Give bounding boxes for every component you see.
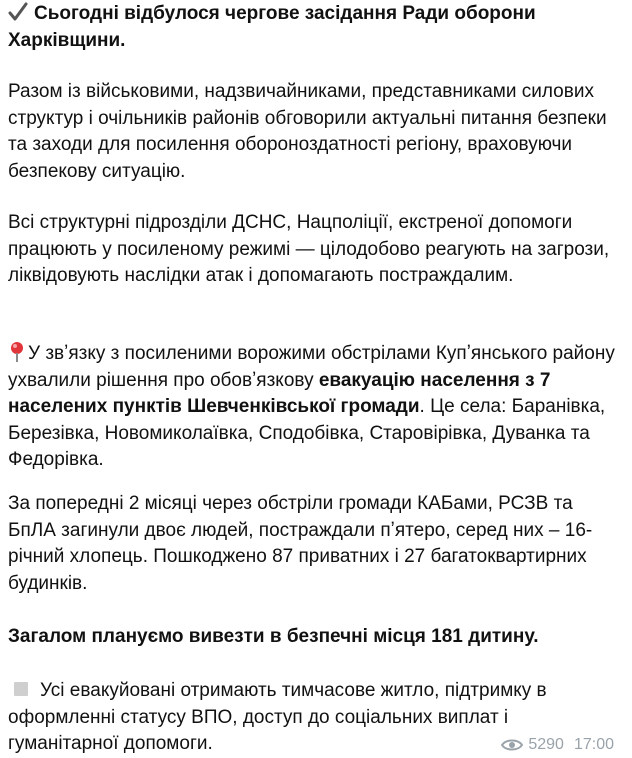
check-mark-icon bbox=[8, 2, 28, 22]
paragraph-children: Загалом плануємо вивезти в безпечні місця 181 дитину. bbox=[8, 626, 539, 647]
paragraph-services: Всі структурні підрозділи ДСНС, Нацполіції, екстреної допомоги працюють у посиленому режимі — цілодобово реагують на загрози, ліквідовують наслідки атак і допомагають постраждалим. bbox=[8, 212, 610, 287]
round-pushpin-icon bbox=[8, 341, 26, 363]
paragraph-casualties: За попередні 2 місяці через обстріли громади КАБами, РСЗВ та БпЛА загинули двоє людей, постраждали пʼятеро, серед них – 16-річний хлопець. Пошкоджено 87 приватних і 27 багатоквартирних будинків. bbox=[8, 493, 593, 594]
white-square-icon bbox=[14, 682, 28, 696]
post-heading-text: Сьогодні відбулося чергове засідання Ради оборони Харківщини. bbox=[8, 3, 536, 51]
post-time: 17:00 bbox=[573, 736, 614, 753]
evacuation-text-end: . Це села: Баранівка, Березівка, Новомиколаївка, Сподобівка, Старовірівка, Дуванка та Федорівка. bbox=[8, 396, 606, 471]
view-count: 5290 bbox=[528, 736, 564, 753]
evacuation-text-start: У звʼязку з посиленими ворожими обстрілами Купʼянського району ухвалили рішення про обовʼязкову bbox=[8, 343, 615, 391]
support-text: Усі евакуйовані отримають тимчасове житло, підтримку в оформленні статусу ВПО, доступ до соціальних виплат і гуманітарної допомоги. bbox=[8, 680, 547, 755]
paragraph-meeting: Разом із військовими, надзвичайниками, представниками силових структур і очільників районів обговорили актуальні питання безпеки та заходи для посилення обороноздатності регіону, враховуючи безпекову ситуацію. bbox=[8, 81, 607, 182]
post-meta bbox=[495, 734, 624, 756]
evacuation-highlight: евакуацію населення з 7 населених пунктів Шевченківської громади bbox=[8, 369, 551, 418]
post-heading bbox=[8, 1, 620, 54]
eye-icon bbox=[501, 738, 523, 752]
paragraph-evacuation bbox=[8, 341, 620, 474]
